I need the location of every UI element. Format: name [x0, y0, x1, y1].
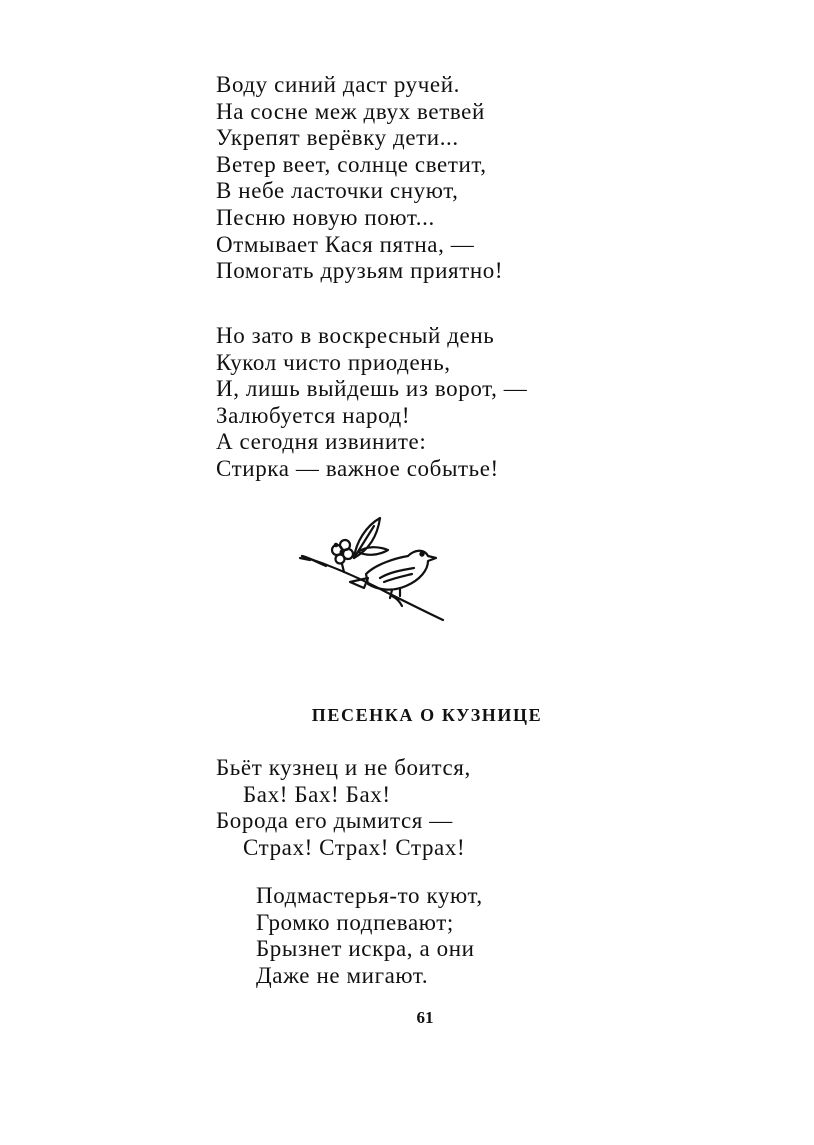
- bird-on-branch-icon: [296, 512, 448, 626]
- verse-line: Подмастерья-то куют,: [256, 883, 483, 908]
- verse-line: Громко подпевают;: [256, 909, 454, 935]
- stanza-3: [216, 755, 471, 861]
- verse-line: В небе ласточки снуют,: [216, 178, 459, 204]
- verse-line: Брызнет искра, а они: [256, 936, 475, 962]
- verse-line: Кукол чисто приодень,: [216, 349, 451, 375]
- verse-line: Воду синий даст ручей.: [216, 72, 460, 97]
- verse-line: Залюбуется народ!: [216, 402, 411, 428]
- verse-line: Бьёт кузнец и не боится,: [216, 755, 471, 780]
- page-number: 61: [416, 1008, 434, 1027]
- verse-line: Укрепят верёвку дети...: [216, 125, 459, 151]
- verse-line: Бах! Бах! Бах!: [243, 781, 391, 807]
- verse-line: Борода его дымится —: [216, 808, 453, 834]
- poem-title: ПЕСЕНКА О КУЗНИЦЕ: [311, 705, 543, 725]
- verse-line: Даже не мигают.: [256, 962, 429, 988]
- verse-line: Отмывает Кася пятна, —: [216, 231, 475, 257]
- stanza-4: [256, 883, 483, 989]
- verse-line: Ветер веет, солнце светит,: [216, 151, 487, 177]
- verse-line: Песню новую поют...: [216, 204, 435, 230]
- verse-line: А сегодня извините:: [216, 429, 427, 455]
- stanza-1: [216, 72, 503, 285]
- stanza-2: [216, 323, 527, 483]
- verse-line: Но зато в воскресный день: [216, 323, 495, 348]
- verse-line: И, лишь выйдешь из ворот, —: [216, 376, 528, 402]
- verse-line: Стирка — важное событье!: [216, 455, 499, 481]
- verse-line: На сосне меж двух ветвей: [216, 98, 485, 124]
- verse-line: Помогать друзьям приятно!: [216, 258, 504, 284]
- verse-line: Страх! Страх! Страх!: [243, 834, 466, 860]
